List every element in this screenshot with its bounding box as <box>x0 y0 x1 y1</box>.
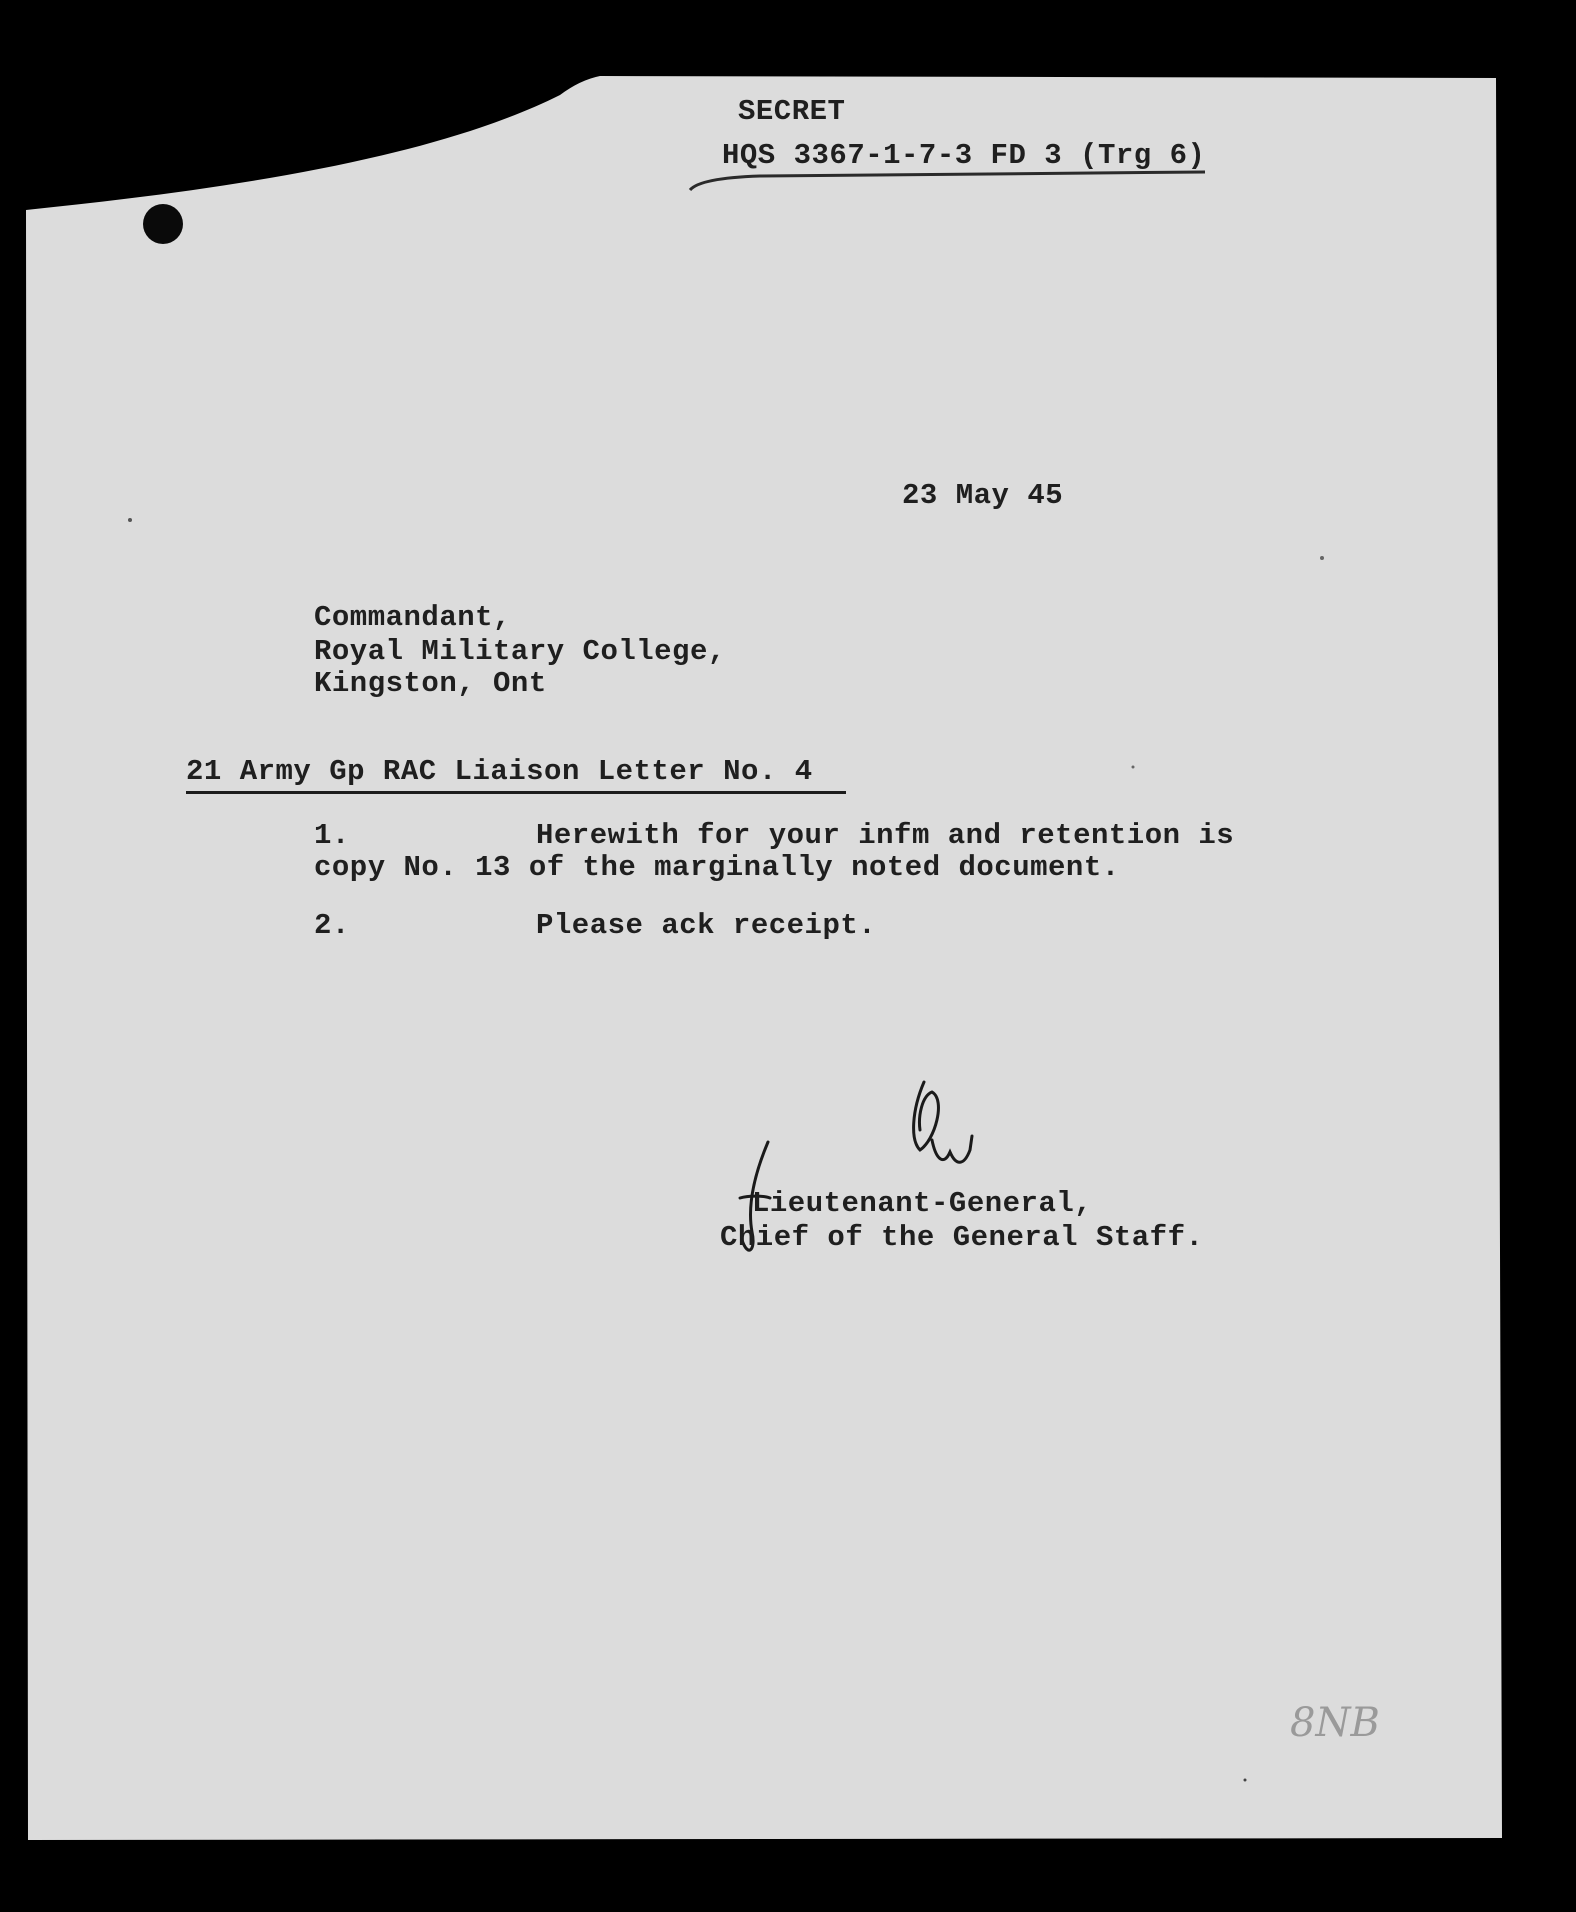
document-date: 23 May 45 <box>902 479 1064 512</box>
signatory-rank: Lieutenant-General, <box>752 1187 1093 1220</box>
punch-hole <box>143 204 183 244</box>
subject-line: 21 Army Gp RAC Liaison Letter No. 4 <box>186 755 813 788</box>
recipient-line-3: Kingston, Ont <box>314 667 547 700</box>
file-reference: HQS 3367-1-7-3 FD 3 (Trg 6) <box>722 139 1206 172</box>
paragraph-1-text-line-2: copy No. 13 of the marginally noted document. <box>314 851 1120 884</box>
signatory-appointment: Chief of the General Staff. <box>720 1221 1204 1254</box>
recipient-line-2: Royal Military College, <box>314 635 726 668</box>
paragraph-1-text-line-1: Herewith for your infm and retention is <box>536 819 1235 852</box>
paragraph-1-number: 1. <box>314 819 350 852</box>
subject-underline <box>186 791 846 794</box>
classification-stamp: SECRET <box>738 95 846 128</box>
margin-note: 8NB <box>1290 1700 1380 1746</box>
paragraph-2-number: 2. <box>314 909 350 942</box>
paper-body <box>26 76 1502 1840</box>
recipient-line-1: Commandant, <box>314 601 511 634</box>
paragraph-2-text: Please ack receipt. <box>536 909 877 942</box>
